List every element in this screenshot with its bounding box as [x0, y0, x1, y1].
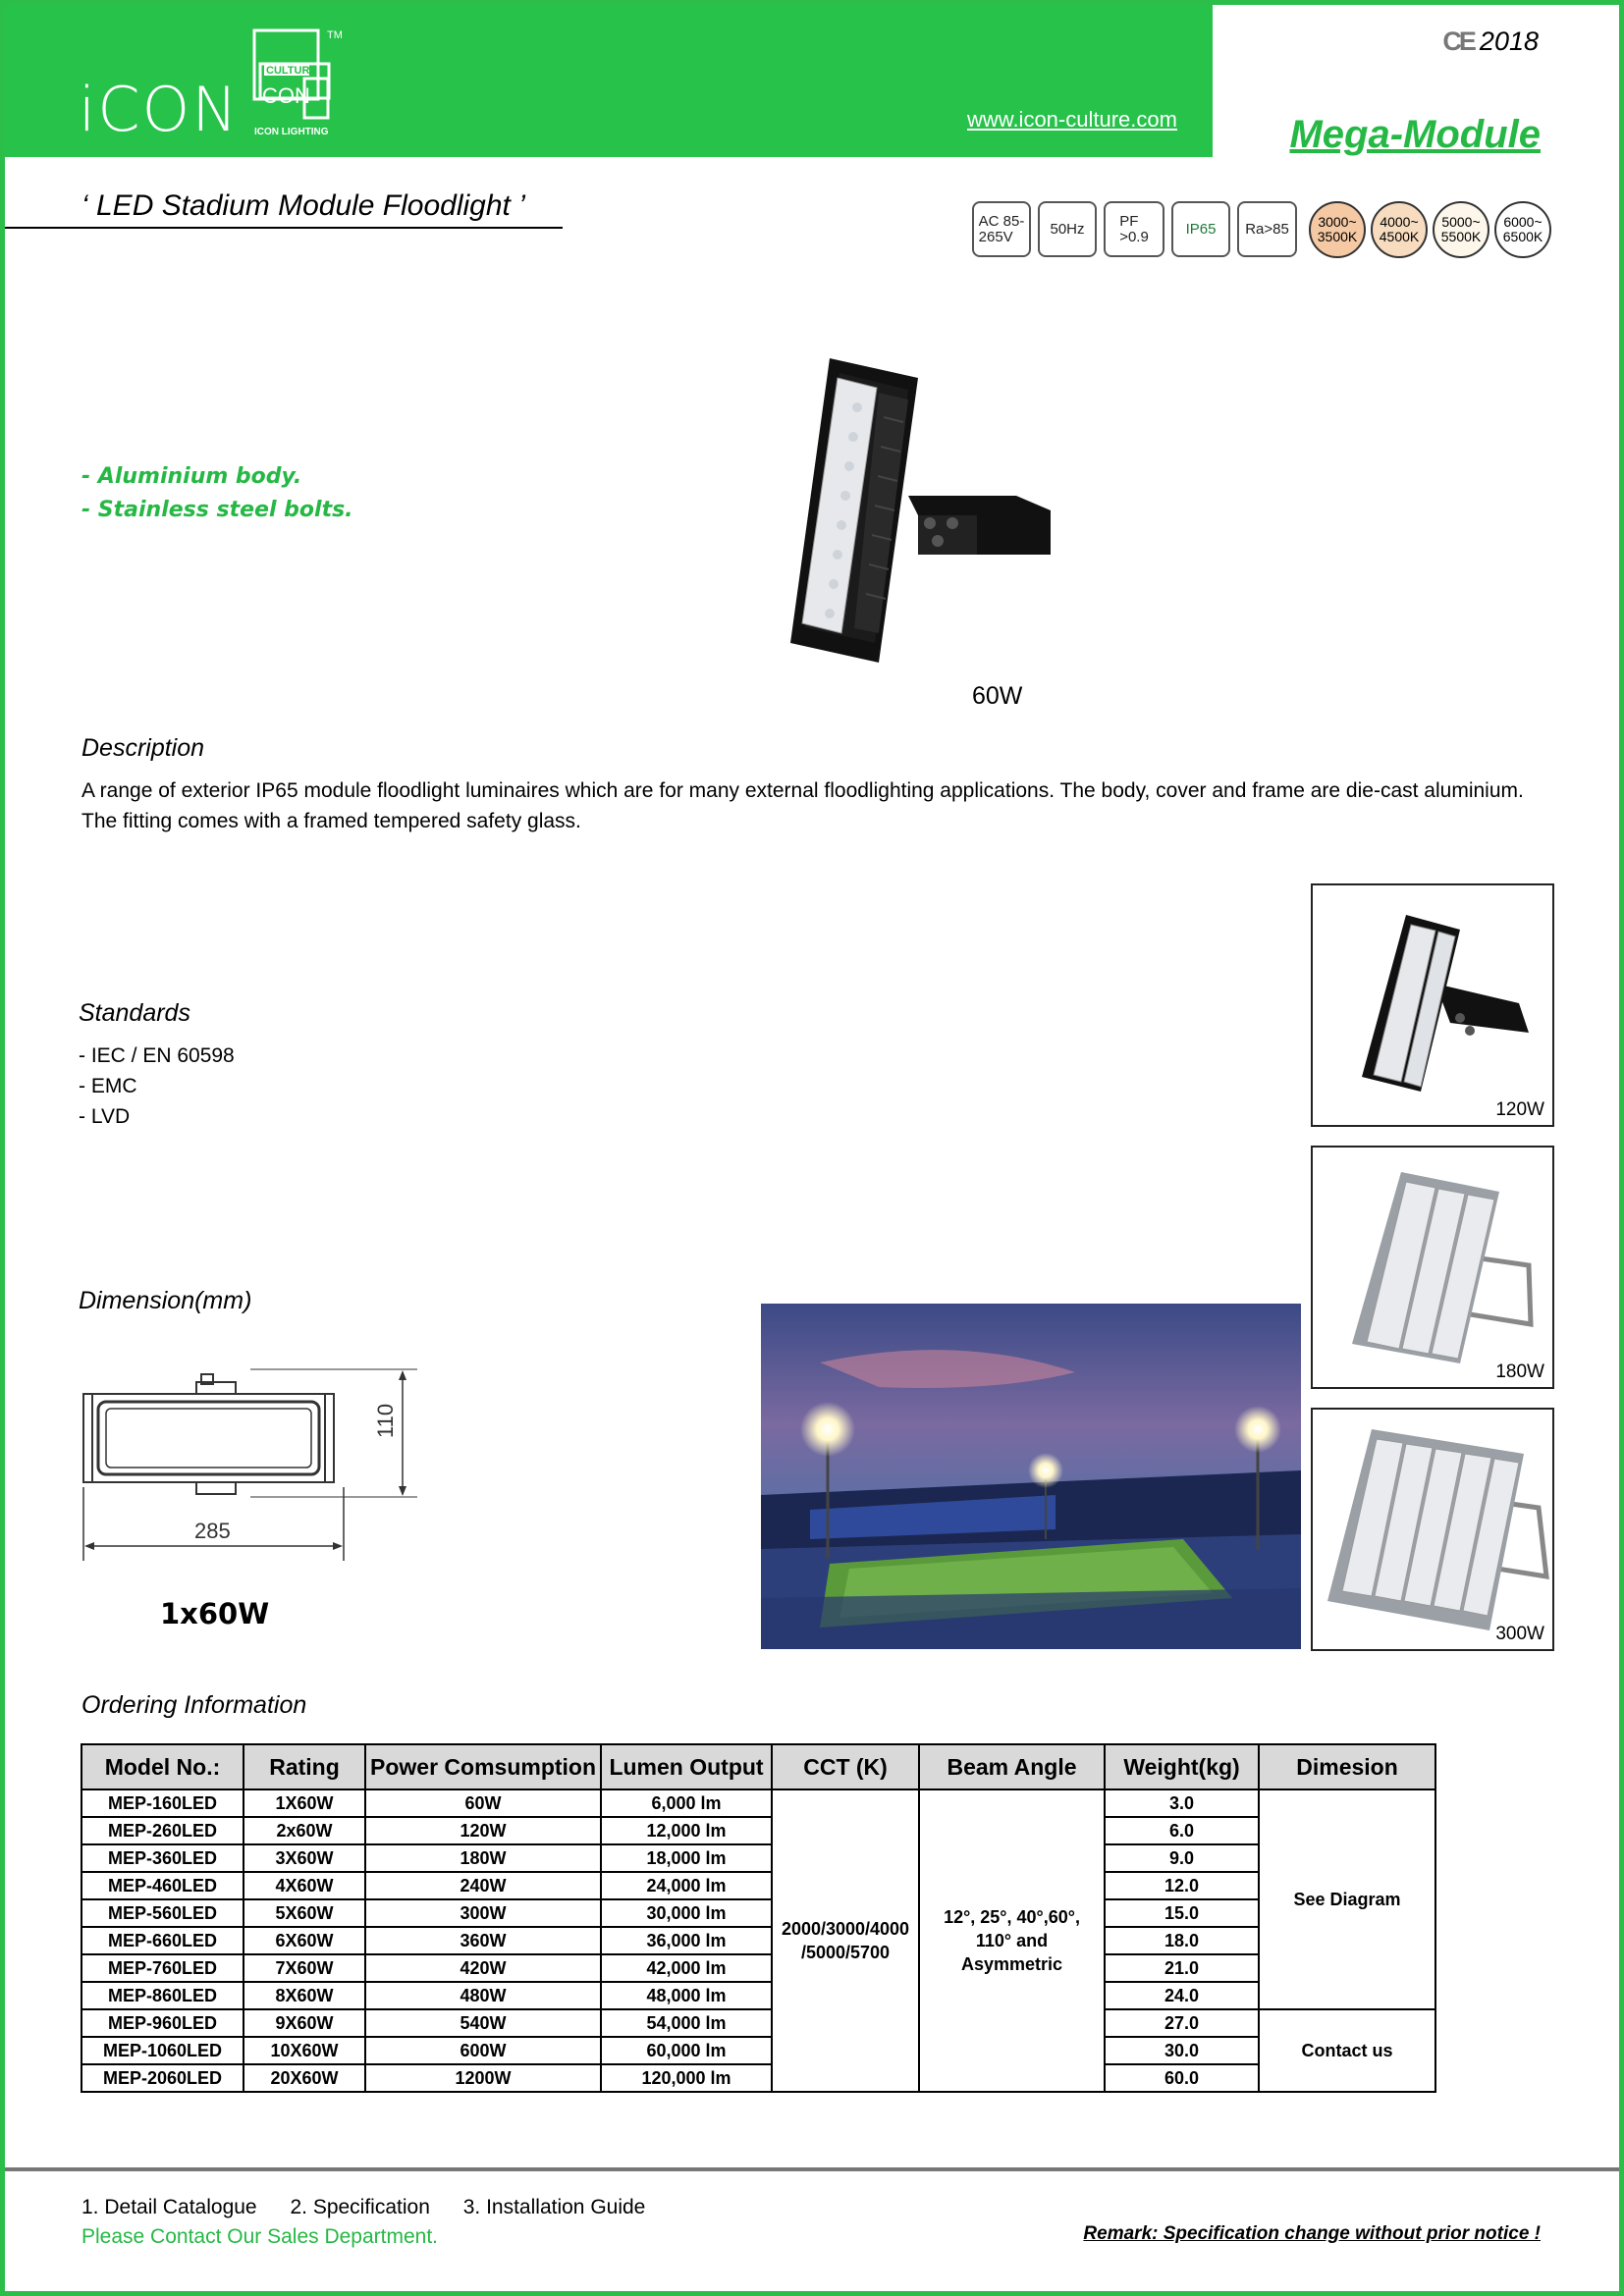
cct-badge-6000: 6000~ 6500K [1494, 201, 1551, 258]
website-link[interactable]: www.icon-culture.com [967, 107, 1177, 132]
logo-lighting-text: ICON LIGHTING [254, 127, 329, 137]
table-cell: 420W [365, 1954, 601, 1982]
table-cell: 20X60W [244, 2064, 365, 2092]
table-cell: 1200W [365, 2064, 601, 2092]
beam-angle-cell [919, 1789, 1105, 2092]
table-cell: 120,000 lm [601, 2064, 772, 2092]
table-cell: 8X60W [244, 1982, 365, 2009]
cct-line: 2000/3000/4000 [781, 1919, 910, 1939]
footer-link-catalogue[interactable]: 1. Detail Catalogue [81, 2196, 257, 2218]
table-cell: 2x60W [244, 1817, 365, 1844]
table-row [81, 1899, 1435, 1927]
col-header: Dimesion [1259, 1744, 1435, 1789]
footer-links [81, 2196, 673, 2219]
badge-ip-rating: IP65 [1171, 201, 1230, 257]
table-cell: 27.0 [1105, 2009, 1259, 2037]
dimension-caption: 1x60W [160, 1597, 270, 1630]
table-cell: 12.0 [1105, 1872, 1259, 1899]
col-header: Model No.: [81, 1744, 244, 1789]
table-cell: MEP-860LED [81, 1982, 244, 2009]
table-cell: 60W [365, 1789, 601, 1817]
dimension-drawing [79, 1364, 422, 1561]
ordering-heading: Ordering Information [81, 1691, 307, 1719]
table-cell: 480W [365, 1982, 601, 2009]
table-row [81, 1872, 1435, 1899]
thumbnail-300w [1311, 1408, 1554, 1651]
beam-line: 110° and [975, 1931, 1049, 1950]
table-cell: 60,000 lm [601, 2037, 772, 2064]
footer-link-specification[interactable]: 2. Specification [290, 2196, 430, 2218]
table-cell: 3X60W [244, 1844, 365, 1872]
table-row [81, 1817, 1435, 1844]
table-cell: 24,000 lm [601, 1872, 772, 1899]
table-cell: 36,000 lm [601, 1927, 772, 1954]
dimension-width-label: 285 [194, 1519, 231, 1543]
table-cell: 21.0 [1105, 1954, 1259, 1982]
table-cell: MEP-560LED [81, 1899, 244, 1927]
table-cell: 360W [365, 1927, 601, 1954]
dimension-cell-see-diagram: See Diagram [1259, 1789, 1435, 2009]
table-cell: MEP-160LED [81, 1789, 244, 1817]
table-row [81, 1789, 1435, 1817]
main-image-label: 60W [972, 682, 1023, 710]
table-cell: 15.0 [1105, 1899, 1259, 1927]
thumbnail-180w [1311, 1146, 1554, 1389]
logo-culture-text: CULTURE [266, 65, 317, 77]
col-header: Weight(kg) [1105, 1744, 1259, 1789]
col-header: Lumen Output [601, 1744, 772, 1789]
cct-cell [772, 1789, 919, 2092]
ordering-table-body [81, 1789, 1435, 2092]
table-cell: 30,000 lm [601, 1899, 772, 1927]
footer-divider [5, 2167, 1619, 2171]
table-cell: 18.0 [1105, 1927, 1259, 1954]
dimension-height-label: 110 [373, 1403, 398, 1438]
table-cell: 12,000 lm [601, 1817, 772, 1844]
table-row [81, 2037, 1435, 2064]
table-cell: MEP-1060LED [81, 2037, 244, 2064]
stadium-photo [761, 1304, 1301, 1649]
table-cell: 7X60W [244, 1954, 365, 1982]
thumbnail-120w [1311, 883, 1554, 1127]
table-cell: MEP-460LED [81, 1872, 244, 1899]
table-row [81, 1954, 1435, 1982]
feature-aluminium: - Aluminium body. [81, 464, 302, 489]
col-header: Rating [244, 1744, 365, 1789]
standards-heading: Standards [79, 999, 190, 1027]
table-cell: MEP-660LED [81, 1927, 244, 1954]
standard-item: - IEC / EN 60598 [79, 1044, 235, 1067]
feature-bolts: - Stainless steel bolts. [81, 498, 353, 522]
thumbnail-label: 180W [1495, 1362, 1544, 1382]
description-text: A range of exterior IP65 module floodlight luminaires which are for many external floodlighting applications. The body, cover and frame are die-cast aluminium. The fitting comes with a framed tempered safety glass. [81, 779, 1524, 832]
description-heading: Description [81, 734, 205, 762]
logo-con-text: CON [262, 83, 310, 108]
table-cell: 24.0 [1105, 1982, 1259, 2009]
standard-item: - EMC [79, 1075, 137, 1097]
table-cell: 180W [365, 1844, 601, 1872]
table-cell: 9.0 [1105, 1844, 1259, 1872]
table-cell: MEP-760LED [81, 1954, 244, 1982]
cct-line: /5000/5700 [800, 1943, 891, 1962]
col-header: Power Comsumption [365, 1744, 601, 1789]
floodlight-120w-image [1313, 885, 1552, 1125]
footer-remark: Remark: Specification change without prior notice ! [1083, 2223, 1541, 2244]
ce-mark-icon: CE [1442, 27, 1474, 56]
table-cell: MEP-260LED [81, 1817, 244, 1844]
brand-logo-text: iCON [79, 74, 240, 145]
table-cell: 54,000 lm [601, 2009, 772, 2037]
cct-badge-3000: 3000~ 3500K [1309, 201, 1366, 258]
table-cell: 6X60W [244, 1927, 365, 1954]
beam-line: 12°, 25°, 40°,60°, [944, 1907, 1080, 1927]
badge-frequency: 50Hz [1038, 201, 1097, 257]
table-cell: 60.0 [1105, 2064, 1259, 2092]
standards-list [79, 1041, 235, 1132]
badge-voltage: AC 85- 265V [972, 201, 1031, 257]
table-cell: 3.0 [1105, 1789, 1259, 1817]
brand-logo-mark-icon [250, 25, 358, 137]
table-cell: 4X60W [244, 1872, 365, 1899]
table-row [81, 2064, 1435, 2092]
table-row [81, 1982, 1435, 2009]
table-cell: 1X60W [244, 1789, 365, 1817]
dimension-heading: Dimension(mm) [79, 1287, 252, 1314]
table-cell: 10X60W [244, 2037, 365, 2064]
trademark-text: TM [327, 29, 343, 41]
table-cell: 240W [365, 1872, 601, 1899]
table-cell: 42,000 lm [601, 1954, 772, 1982]
table-cell: MEP-360LED [81, 1844, 244, 1872]
table-cell: 9X60W [244, 2009, 365, 2037]
cct-badge-5000: 5000~ 5500K [1433, 201, 1489, 258]
cct-badge-4000: 4000~ 4500K [1371, 201, 1428, 258]
col-header: Beam Angle [919, 1744, 1105, 1789]
table-cell: 600W [365, 2037, 601, 2064]
footer-link-installation[interactable]: 3. Installation Guide [462, 2196, 646, 2218]
table-cell: 48,000 lm [601, 1982, 772, 2009]
col-header: CCT (K) [772, 1744, 919, 1789]
table-row [81, 1927, 1435, 1954]
ordering-table [81, 1743, 1436, 2093]
badge-power-factor: PF >0.9 [1104, 201, 1164, 257]
product-title: ‘ LED Stadium Module Floodlight ’ [5, 189, 563, 229]
beam-line: Asymmetric [960, 1954, 1063, 1974]
table-cell: 540W [365, 2009, 601, 2037]
header-banner [5, 5, 1213, 157]
table-row [81, 1844, 1435, 1872]
badge-cri: Ra>85 [1237, 201, 1297, 257]
standard-item: - LVD [79, 1105, 131, 1128]
ce-year-label [1442, 27, 1539, 57]
table-cell: 18,000 lm [601, 1844, 772, 1872]
table-cell: MEP-2060LED [81, 2064, 244, 2092]
table-cell: 6.0 [1105, 1817, 1259, 1844]
table-cell: 120W [365, 1817, 601, 1844]
thumbnail-label: 120W [1495, 1099, 1544, 1120]
table-cell: 300W [365, 1899, 601, 1927]
thumbnail-label: 300W [1495, 1624, 1544, 1644]
footer-contact: Please Contact Our Sales Department. [81, 2225, 439, 2248]
table-cell: 30.0 [1105, 2037, 1259, 2064]
series-title: Mega-Module [1289, 113, 1541, 156]
table-row [81, 2009, 1435, 2037]
table-cell: 6,000 lm [601, 1789, 772, 1817]
floodlight-300w-image [1313, 1410, 1552, 1649]
year-text: 2018 [1479, 27, 1539, 56]
table-header-row [81, 1744, 1435, 1789]
table-cell: 5X60W [244, 1899, 365, 1927]
table-cell: MEP-960LED [81, 2009, 244, 2037]
floodlight-60w-image [771, 348, 1065, 663]
dimension-cell-contact: Contact us [1259, 2009, 1435, 2092]
floodlight-180w-image [1313, 1148, 1552, 1387]
